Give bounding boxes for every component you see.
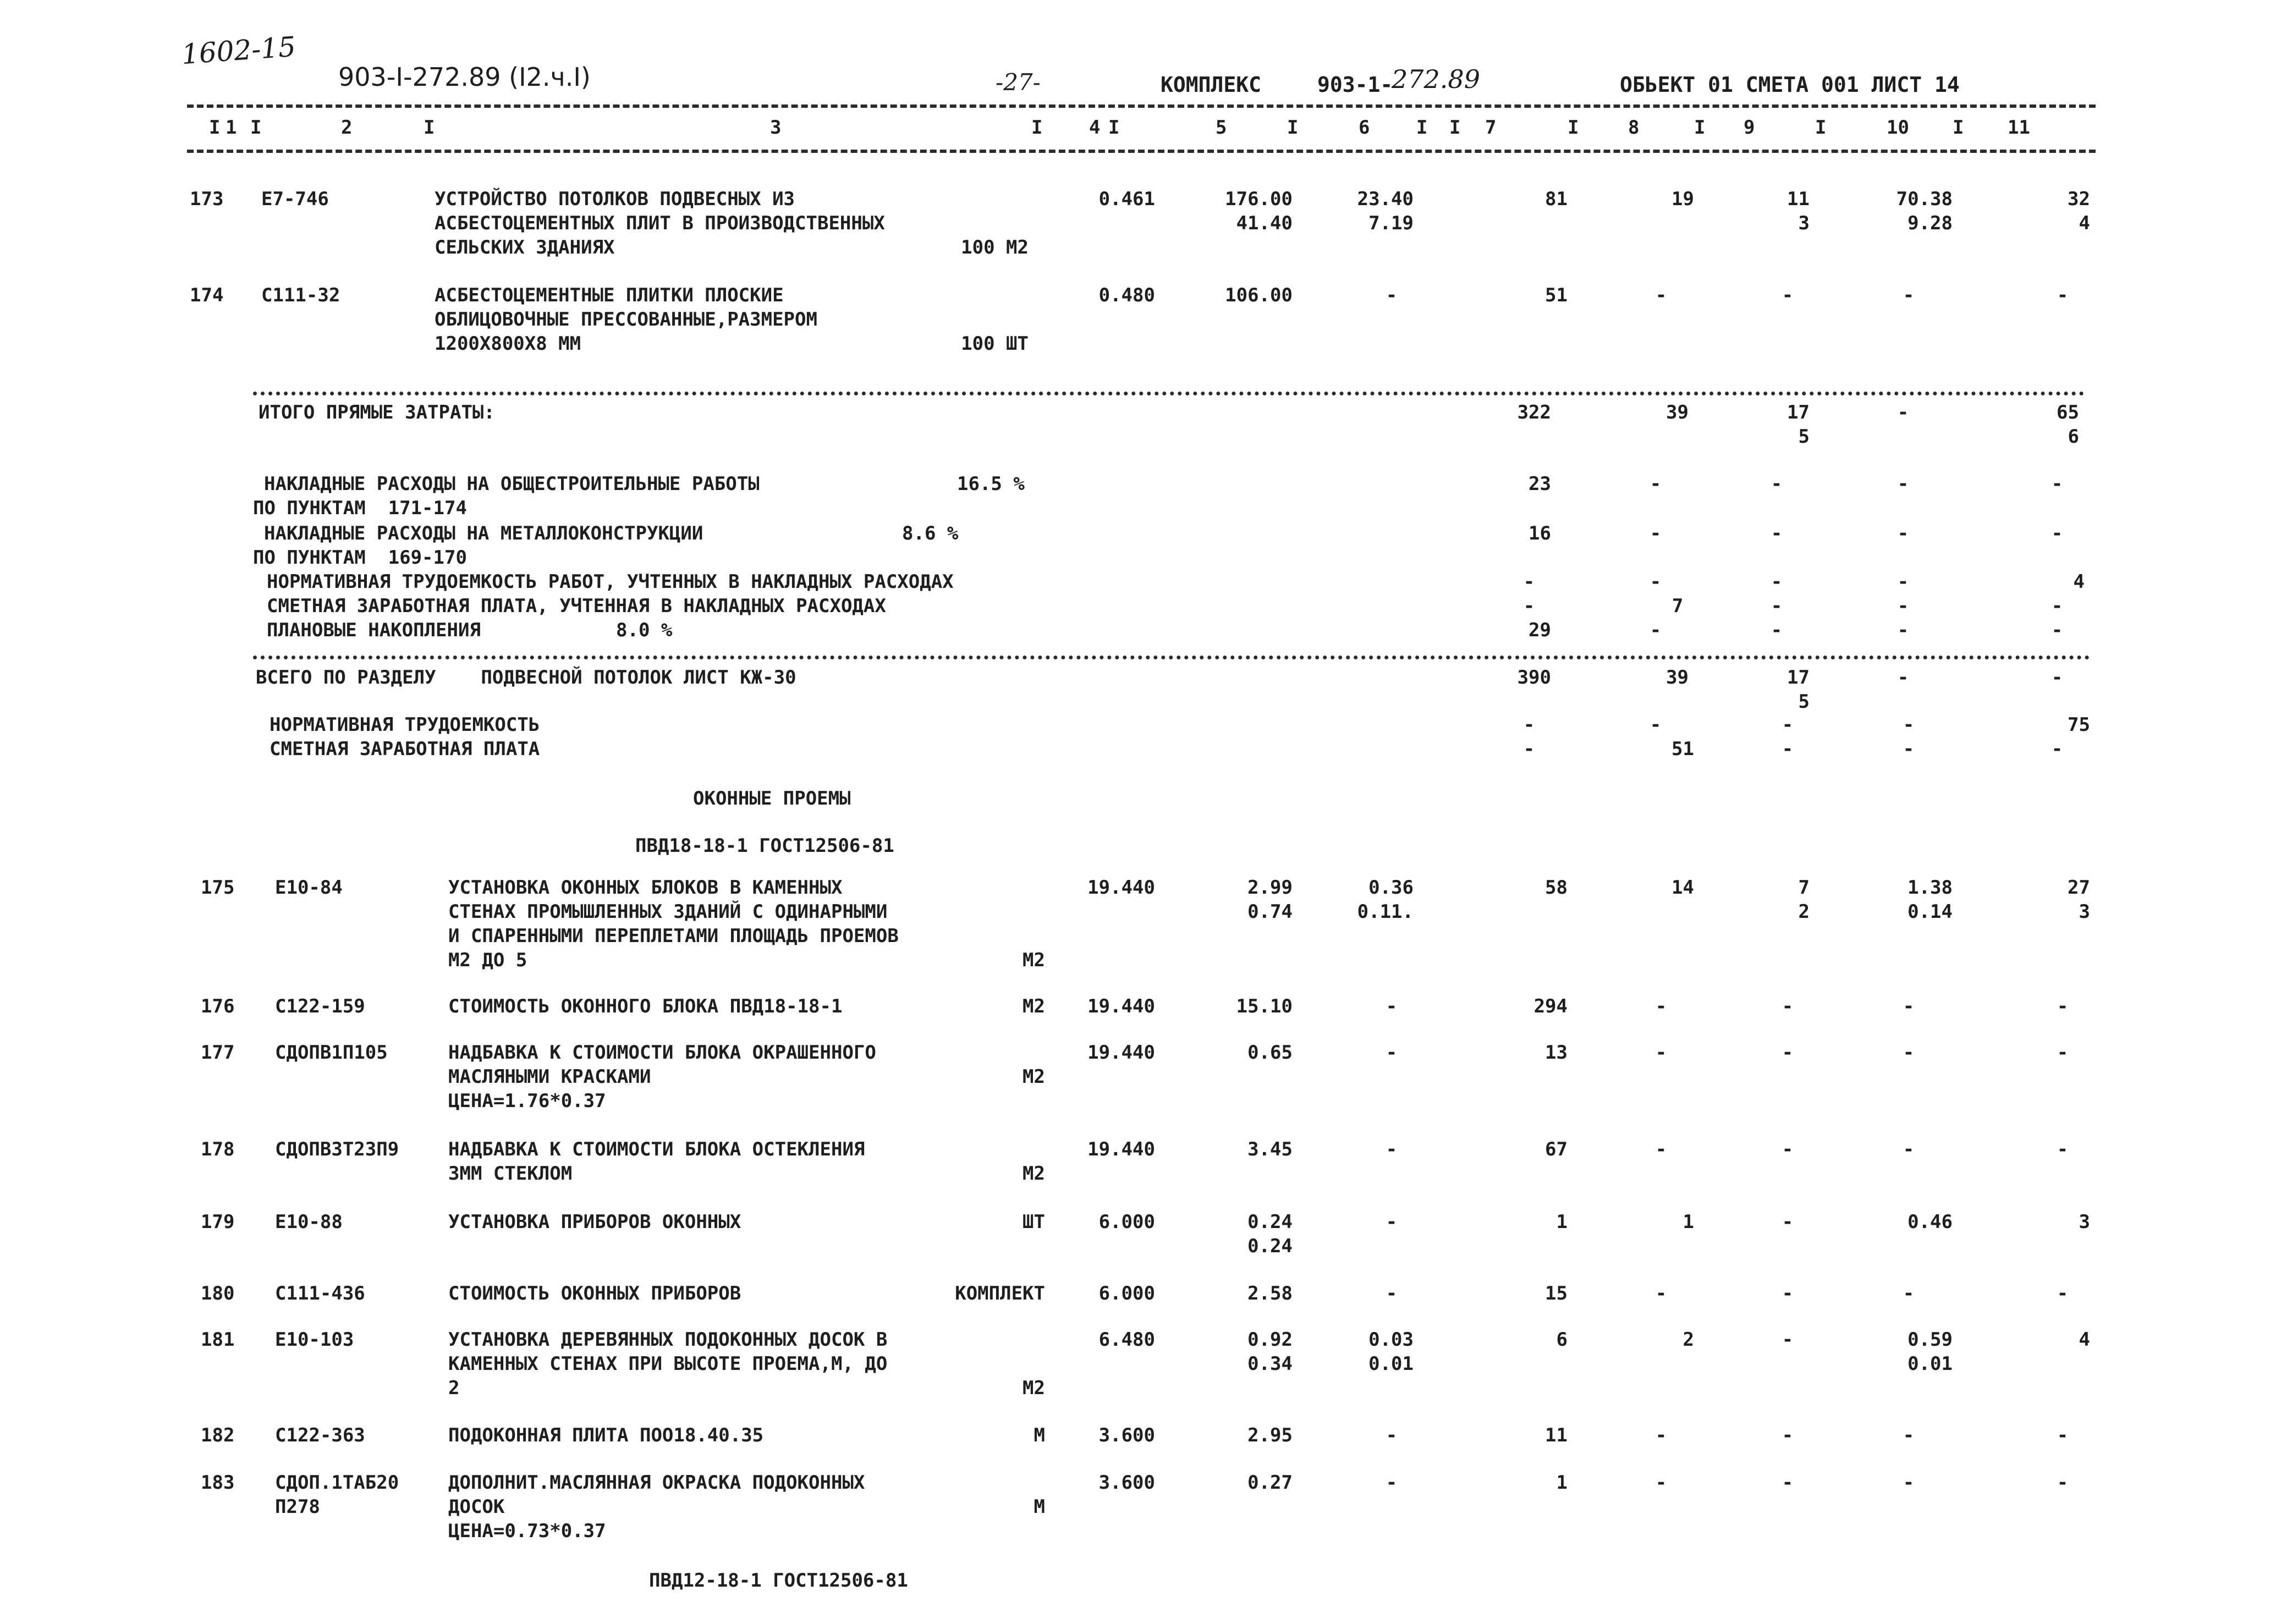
complex-code: 903-1- xyxy=(1317,73,1393,97)
item-description-line: 3ММ СТЕКЛОМ xyxy=(448,1163,573,1185)
column-separator: I xyxy=(424,117,435,139)
savings-pct: 8.0 % xyxy=(616,619,673,641)
item-description-line: НАДБАВКА К СТОИМОСТИ БЛОКА ОСТЕКЛЕНИЯ xyxy=(448,1138,865,1160)
wage-c11: - xyxy=(2051,595,2063,617)
overhead1-pct: 16.5 % xyxy=(957,473,1025,495)
cell-wage-unit: - xyxy=(1386,1424,1398,1446)
direct-c11: 65 xyxy=(2057,401,2079,423)
cell-unit-cost: 0.34 xyxy=(1247,1353,1293,1375)
cell-wage-unit: - xyxy=(1386,1282,1398,1304)
wage-label: СМЕТНАЯ ЗАРАБОТНАЯ ПЛАТА, УЧТЕННАЯ В НАКЛАДНЫХ РАСХОДАХ xyxy=(267,595,886,617)
cell-labor: 0.01 xyxy=(1907,1353,1953,1375)
item-description-line: УСТАНОВКА ДЕРЕВЯННЫХ ПОДОКОННЫХ ДОСОК В xyxy=(448,1329,888,1351)
overhead1-c9: - xyxy=(1771,473,1783,495)
cell-quantity: 6.480 xyxy=(1098,1329,1155,1351)
wage-c8: 7 xyxy=(1672,595,1684,617)
cell-labor: 0.46 xyxy=(1907,1211,1953,1233)
cell-total-cost: 51 xyxy=(1545,284,1568,306)
item-description-line: АСБЕСТОЦЕМЕНТНЫЕ ПЛИТКИ ПЛОСКИЕ xyxy=(435,284,784,306)
savings-label: ПЛАНОВЫЕ НАКОПЛЕНИЯ xyxy=(267,619,481,641)
item-number: 176 xyxy=(201,995,235,1017)
item-code: Е10-103 xyxy=(275,1329,354,1351)
cell-total-cost: 58 xyxy=(1545,877,1568,899)
item-number: 183 xyxy=(201,1472,235,1494)
overhead2-label: НАКЛАДНЫЕ РАСХОДЫ НА МЕТАЛЛОКОНСТРУКЦИИ xyxy=(264,522,703,544)
item-description-line: 2 xyxy=(448,1377,460,1399)
cell-wage-unit: 0.03 xyxy=(1368,1329,1414,1351)
cell-labor: - xyxy=(1903,1138,1915,1160)
item-description-line: НАДБАВКА К СТОИМОСТИ БЛОКА ОКРАШЕННОГО xyxy=(448,1042,876,1064)
item-description-line: МАСЛЯНЫМИ КРАСКАМИ xyxy=(448,1066,651,1088)
cell-wage-unit: - xyxy=(1386,1138,1398,1160)
column-number-2: 2 xyxy=(341,117,353,139)
cell-labor: 9.28 xyxy=(1907,212,1953,234)
cell-total-cost: 15 xyxy=(1545,1282,1568,1304)
column-number-10: 10 xyxy=(1887,117,1909,139)
column-number-5: 5 xyxy=(1216,117,1227,139)
column-number-3: 3 xyxy=(770,117,782,139)
cell-labor-total: 32 xyxy=(2068,188,2090,210)
direct-c9: 17 xyxy=(1787,401,1810,423)
cell-labor-total: - xyxy=(2057,995,2069,1017)
savings-c7: 29 xyxy=(1529,619,1551,641)
cell-unit-cost: 106.00 xyxy=(1225,284,1293,306)
complex-label: КОМПЛЕКС xyxy=(1161,73,1262,97)
column-separator: I xyxy=(1694,117,1706,139)
item-description-line: УСТАНОВКА ОКОННЫХ БЛОКОВ В КАМЕННЫХ xyxy=(448,877,843,899)
cell-total-wage: 2 xyxy=(1683,1329,1694,1351)
item-code: С122-159 xyxy=(275,995,365,1017)
norm-labor-c10: - xyxy=(1903,714,1915,736)
subsection-heading-1: ПВД18-18-1 ГОСТ12506-81 xyxy=(635,835,894,857)
direct-c9b: 5 xyxy=(1798,426,1810,448)
section-total-c10: - xyxy=(1897,667,1909,689)
column-separator: I xyxy=(1031,117,1043,139)
item-description-line: СТЕНАХ ПРОМЫШЛЕННЫХ ЗДАНИЙ С ОДИНАРНЫМИ xyxy=(448,901,888,923)
cell-unit-cost: 2.95 xyxy=(1247,1424,1293,1446)
cell-labor-total: - xyxy=(2057,284,2069,306)
est-wage-c7: - xyxy=(1523,738,1535,760)
column-separator: I xyxy=(1953,117,1964,139)
cell-machines: - xyxy=(1782,1472,1794,1494)
cell-machines: - xyxy=(1782,1282,1794,1304)
direct-c8: 39 xyxy=(1666,401,1689,423)
cell-unit-cost: 0.24 xyxy=(1247,1235,1293,1257)
subsection-heading-2: ПВД12-18-1 ГОСТ12506-81 xyxy=(649,1570,908,1592)
item-code: Е10-84 xyxy=(275,877,343,899)
item-code-continued: П278 xyxy=(275,1496,320,1518)
column-separator: I xyxy=(1568,117,1579,139)
norm-labor-c7: - xyxy=(1523,714,1535,736)
cell-wage-unit: - xyxy=(1386,1472,1398,1494)
overhead2-c10: - xyxy=(1897,522,1909,544)
section-total-c8: 39 xyxy=(1666,667,1689,689)
header-rule-bottom xyxy=(187,150,2096,153)
cell-labor-total: 27 xyxy=(2068,877,2090,899)
item-unit: 100 М2 xyxy=(961,236,1029,258)
item-description-line: ДОПОЛНИТ.МАСЛЯННАЯ ОКРАСКА ПОДОКОННЫХ xyxy=(448,1472,865,1494)
item-description-line: КАМЕННЫХ СТЕНАХ ПРИ ВЫСОТЕ ПРОЕМА,М, ДО xyxy=(448,1353,888,1375)
cell-total-wage: 14 xyxy=(1672,877,1694,899)
column-number-7: 7 xyxy=(1485,117,1497,139)
cell-labor: - xyxy=(1903,1042,1915,1064)
cell-labor: 0.14 xyxy=(1907,901,1953,923)
cell-total-wage: - xyxy=(1655,1138,1667,1160)
item-description-line: ОБЛИЦОВОЧНЫЕ ПРЕССОВАННЫЕ,РАЗМЕРОМ xyxy=(435,309,817,331)
item-description-line: УСТРОЙСТВО ПОТОЛКОВ ПОДВЕСНЫХ ИЗ xyxy=(435,188,795,210)
column-separator: I xyxy=(250,117,262,139)
cell-unit-cost: 2.58 xyxy=(1247,1282,1293,1304)
cell-total-wage: - xyxy=(1655,1472,1667,1494)
cell-total-cost: 67 xyxy=(1545,1138,1568,1160)
cell-quantity: 19.440 xyxy=(1087,1042,1155,1064)
cell-machines: 11 xyxy=(1787,188,1810,210)
direct-c11b: 6 xyxy=(2068,426,2079,448)
overhead2-c11: - xyxy=(2051,522,2063,544)
cell-unit-cost: 15.10 xyxy=(1236,995,1293,1017)
item-description-line: М2 ДО 5 xyxy=(448,949,527,971)
overhead2-c8: - xyxy=(1650,522,1662,544)
labor-norm-c7: - xyxy=(1523,571,1535,593)
item-description-line: ЦЕНА=1.76*0.37 xyxy=(448,1090,606,1112)
item-number: 177 xyxy=(201,1042,235,1064)
cell-machines: - xyxy=(1782,284,1794,306)
cell-total-wage: - xyxy=(1655,1282,1667,1304)
cell-total-cost: 6 xyxy=(1556,1329,1568,1351)
cell-unit-cost: 176.00 xyxy=(1225,188,1293,210)
document-code: 903-I-272.89 (I2.ч.I) xyxy=(338,62,591,92)
item-code: Е7-746 xyxy=(261,188,329,210)
item-code: С111-436 xyxy=(275,1282,365,1304)
item-code: СДОПВ1П105 xyxy=(275,1042,388,1064)
column-separator: I xyxy=(1287,117,1299,139)
column-separator: I xyxy=(1416,117,1428,139)
page-number: -27- xyxy=(996,69,1041,96)
cell-quantity: 3.600 xyxy=(1098,1424,1155,1446)
item-unit: КОМПЛЕКТ xyxy=(955,1282,1045,1304)
handwritten-reference: 1602-15 xyxy=(180,30,297,71)
column-separator: I xyxy=(1108,117,1120,139)
direct-costs-label: ИТОГО ПРЯМЫЕ ЗАТРАТЫ: xyxy=(259,401,495,423)
cell-total-wage: - xyxy=(1655,995,1667,1017)
cell-labor-total: 4 xyxy=(2079,1329,2090,1351)
item-description-line: СЕЛЬСКИХ ЗДАНИЯХ xyxy=(435,236,615,258)
cell-labor: - xyxy=(1903,1282,1915,1304)
item-description-line: СТОИМОСТЬ ОКОННЫХ ПРИБОРОВ xyxy=(448,1282,741,1304)
item-number: 173 xyxy=(190,188,224,210)
cell-total-wage: 19 xyxy=(1672,188,1694,210)
item-description-line: УСТАНОВКА ПРИБОРОВ ОКОННЫХ xyxy=(448,1211,741,1233)
cell-labor: - xyxy=(1903,1424,1915,1446)
item-unit: 100 ШТ xyxy=(961,333,1029,355)
overhead2-c9: - xyxy=(1771,522,1783,544)
cell-unit-cost: 41.40 xyxy=(1236,212,1293,234)
complex-code-handwritten: 272.89 xyxy=(1392,64,1480,94)
labor-norm-c8: - xyxy=(1650,571,1662,593)
cell-machines: - xyxy=(1782,1424,1794,1446)
section-total-c11: - xyxy=(2051,667,2063,689)
overhead1-c10: - xyxy=(1897,473,1909,495)
item-unit: М2 xyxy=(1022,1066,1045,1088)
cell-machines: - xyxy=(1782,1042,1794,1064)
cell-wage-unit: 0.01 xyxy=(1368,1353,1414,1375)
cell-labor-total: - xyxy=(2057,1472,2069,1494)
cell-unit-cost: 0.24 xyxy=(1247,1211,1293,1233)
overhead1-label: НАКЛАДНЫЕ РАСХОДЫ НА ОБЩЕСТРОИТЕЛЬНЫЕ РАБОТЫ xyxy=(264,473,760,495)
cell-machines: 3 xyxy=(1798,212,1810,234)
summary-dotted-rule-top xyxy=(253,392,2085,395)
overhead1-items: ПО ПУНКТАМ 171-174 xyxy=(253,497,467,519)
labor-norm-c10: - xyxy=(1897,571,1909,593)
item-description-line: ПОДОКОННАЯ ПЛИТА ПОО18.40.35 xyxy=(448,1424,764,1446)
column-separator: I xyxy=(1815,117,1827,139)
cell-labor-total: - xyxy=(2057,1042,2069,1064)
cell-unit-cost: 2.99 xyxy=(1247,877,1293,899)
cell-labor: - xyxy=(1903,1472,1915,1494)
cell-labor-total: - xyxy=(2057,1138,2069,1160)
cell-total-wage: - xyxy=(1655,1424,1667,1446)
header-rule-top xyxy=(187,104,2096,108)
norm-labor-c8: - xyxy=(1650,714,1662,736)
cell-labor: 1.38 xyxy=(1907,877,1953,899)
cell-total-cost: 13 xyxy=(1545,1042,1568,1064)
cell-wage-unit: 0.11. xyxy=(1357,901,1414,923)
est-wage-label: СМЕТНАЯ ЗАРАБОТНАЯ ПЛАТА xyxy=(270,738,540,760)
cell-labor: 0.59 xyxy=(1907,1329,1953,1351)
item-unit: М2 xyxy=(1022,1163,1045,1185)
cell-wage-unit: - xyxy=(1386,995,1398,1017)
cell-quantity: 6.000 xyxy=(1098,1282,1155,1304)
cell-labor: - xyxy=(1903,284,1915,306)
overhead2-c7: 16 xyxy=(1529,522,1551,544)
cell-total-wage: - xyxy=(1655,284,1667,306)
item-code: СДОПВ3Т23П9 xyxy=(275,1138,399,1160)
object-info: ОБЬЕКТ 01 СМЕТА 001 ЛИСТ 14 xyxy=(1620,73,1960,97)
cell-labor-total: 4 xyxy=(2079,212,2090,234)
cell-wage-unit: - xyxy=(1386,284,1398,306)
item-description-line: АСБЕСТОЦЕМЕНТНЫХ ПЛИТ В ПРОИЗВОДСТВЕННЫХ xyxy=(435,212,885,234)
cell-quantity: 19.440 xyxy=(1087,995,1155,1017)
column-number-6: 6 xyxy=(1359,117,1370,139)
overhead1-c11: - xyxy=(2051,473,2063,495)
est-wage-c9: - xyxy=(1782,738,1794,760)
item-number: 179 xyxy=(201,1211,235,1233)
item-number: 182 xyxy=(201,1424,235,1446)
labor-norm-c9: - xyxy=(1771,571,1783,593)
item-unit: ШТ xyxy=(1022,1211,1045,1233)
item-code: С111-32 xyxy=(261,284,340,306)
column-number-4: 4 xyxy=(1089,117,1101,139)
labor-norm-c11: 4 xyxy=(2073,571,2085,593)
cell-labor: 70.38 xyxy=(1896,188,1953,210)
norm-labor-c11: 75 xyxy=(2068,714,2090,736)
wage-c7: - xyxy=(1523,595,1535,617)
item-unit: М xyxy=(1033,1496,1045,1518)
cell-quantity: 6.000 xyxy=(1098,1211,1155,1233)
column-separator: I xyxy=(1449,117,1461,139)
cell-total-cost: 81 xyxy=(1545,188,1568,210)
cell-wage-unit: 0.36 xyxy=(1368,877,1414,899)
cell-wage-unit: 23.40 xyxy=(1357,188,1414,210)
cell-wage-unit: - xyxy=(1386,1211,1398,1233)
cell-total-cost: 294 xyxy=(1533,995,1568,1017)
item-number: 178 xyxy=(201,1138,235,1160)
item-description-line: И СПАРЕННЫМИ ПЕРЕПЛЕТАМИ ПЛОЩАДЬ ПРОЕМОВ xyxy=(448,925,899,947)
cell-total-wage: - xyxy=(1655,1042,1667,1064)
item-number: 180 xyxy=(201,1282,235,1304)
overhead2-items: ПО ПУНКТАМ 169-170 xyxy=(253,547,467,569)
cell-machines: - xyxy=(1782,1138,1794,1160)
est-wage-c11: - xyxy=(2051,738,2063,760)
column-number-8: 8 xyxy=(1628,117,1640,139)
column-number-11: 11 xyxy=(2008,117,2030,139)
item-code: Е10-88 xyxy=(275,1211,343,1233)
overhead1-c8: - xyxy=(1650,473,1662,495)
column-separator: I xyxy=(209,117,221,139)
cell-total-cost: 1 xyxy=(1556,1472,1568,1494)
cell-wage-unit: - xyxy=(1386,1042,1398,1064)
savings-c8: - xyxy=(1650,619,1662,641)
direct-c7: 322 xyxy=(1517,401,1551,423)
cell-quantity: 19.440 xyxy=(1087,1138,1155,1160)
cell-machines: 2 xyxy=(1798,901,1810,923)
item-description-line: ДОСОК xyxy=(448,1496,505,1518)
item-number: 174 xyxy=(190,284,224,306)
section-window-heading: ОКОННЫЕ ПРОЕМЫ xyxy=(693,788,851,810)
wage-c10: - xyxy=(1897,595,1909,617)
section-total-c9: 17 xyxy=(1787,667,1810,689)
cell-machines: 7 xyxy=(1798,877,1810,899)
cell-unit-cost: 0.92 xyxy=(1247,1329,1293,1351)
cell-total-cost: 11 xyxy=(1545,1424,1568,1446)
section-total-c9b: 5 xyxy=(1798,691,1810,713)
section-total-label: ВСЕГО ПО РАЗДЕЛУ ПОДВЕСНОЙ ПОТОЛОК ЛИСТ КЖ-30 xyxy=(256,667,796,689)
est-wage-c10: - xyxy=(1903,738,1915,760)
cell-labor-total: 3 xyxy=(2079,1211,2090,1233)
item-number: 181 xyxy=(201,1329,235,1351)
cell-labor: - xyxy=(1903,995,1915,1017)
item-code: СДОП.1ТАБ20 xyxy=(275,1472,399,1494)
item-number: 175 xyxy=(201,877,235,899)
cell-total-cost: 1 xyxy=(1556,1211,1568,1233)
cell-quantity: 19.440 xyxy=(1087,877,1155,899)
cell-unit-cost: 0.27 xyxy=(1247,1472,1293,1494)
item-unit: М2 xyxy=(1022,1377,1045,1399)
cell-labor-total: 3 xyxy=(2079,901,2090,923)
cell-machines: - xyxy=(1782,995,1794,1017)
norm-labor-label: НОРМАТИВНАЯ ТРУДОЕМКОСТЬ xyxy=(270,714,540,736)
cell-machines: - xyxy=(1782,1211,1794,1233)
item-unit: М2 xyxy=(1022,995,1045,1017)
item-description-line: СТОИМОСТЬ ОКОННОГО БЛОКА ПВД18-18-1 xyxy=(448,995,843,1017)
cell-labor-total: - xyxy=(2057,1424,2069,1446)
norm-labor-c9: - xyxy=(1782,714,1794,736)
cell-quantity: 0.461 xyxy=(1098,188,1155,210)
item-unit: М xyxy=(1033,1424,1045,1446)
cell-labor-total: - xyxy=(2057,1282,2069,1304)
column-number-1: 1 xyxy=(226,117,237,139)
savings-c11: - xyxy=(2051,619,2063,641)
item-description-line: 1200Х800Х8 ММ xyxy=(435,333,581,355)
overhead1-c7: 23 xyxy=(1529,473,1551,495)
item-description-line: ЦЕНА=0.73*0.37 xyxy=(448,1520,606,1542)
overhead2-pct: 8.6 % xyxy=(902,522,959,544)
cell-unit-cost: 3.45 xyxy=(1247,1138,1293,1160)
savings-c9: - xyxy=(1771,619,1783,641)
item-unit: М2 xyxy=(1022,949,1045,971)
item-code: С122-363 xyxy=(275,1424,365,1446)
cell-unit-cost: 0.74 xyxy=(1247,901,1293,923)
savings-c10: - xyxy=(1897,619,1909,641)
section-total-c7: 390 xyxy=(1517,667,1551,689)
cell-wage-unit: 7.19 xyxy=(1368,212,1414,234)
wage-c9: - xyxy=(1771,595,1783,617)
labor-norm-label: НОРМАТИВНАЯ ТРУДОЕМКОСТЬ РАБОТ, УЧТЕННЫХ В НАКЛАДНЫХ РАСХОДАХ xyxy=(267,571,954,593)
column-number-9: 9 xyxy=(1744,117,1755,139)
cell-unit-cost: 0.65 xyxy=(1247,1042,1293,1064)
summary-dotted-rule-bottom xyxy=(253,656,2090,659)
cell-total-wage: 1 xyxy=(1683,1211,1694,1233)
est-wage-c8: 51 xyxy=(1672,738,1694,760)
cell-quantity: 3.600 xyxy=(1098,1472,1155,1494)
direct-c10: - xyxy=(1897,401,1909,423)
cell-machines: - xyxy=(1782,1329,1794,1351)
cell-quantity: 0.480 xyxy=(1098,284,1155,306)
